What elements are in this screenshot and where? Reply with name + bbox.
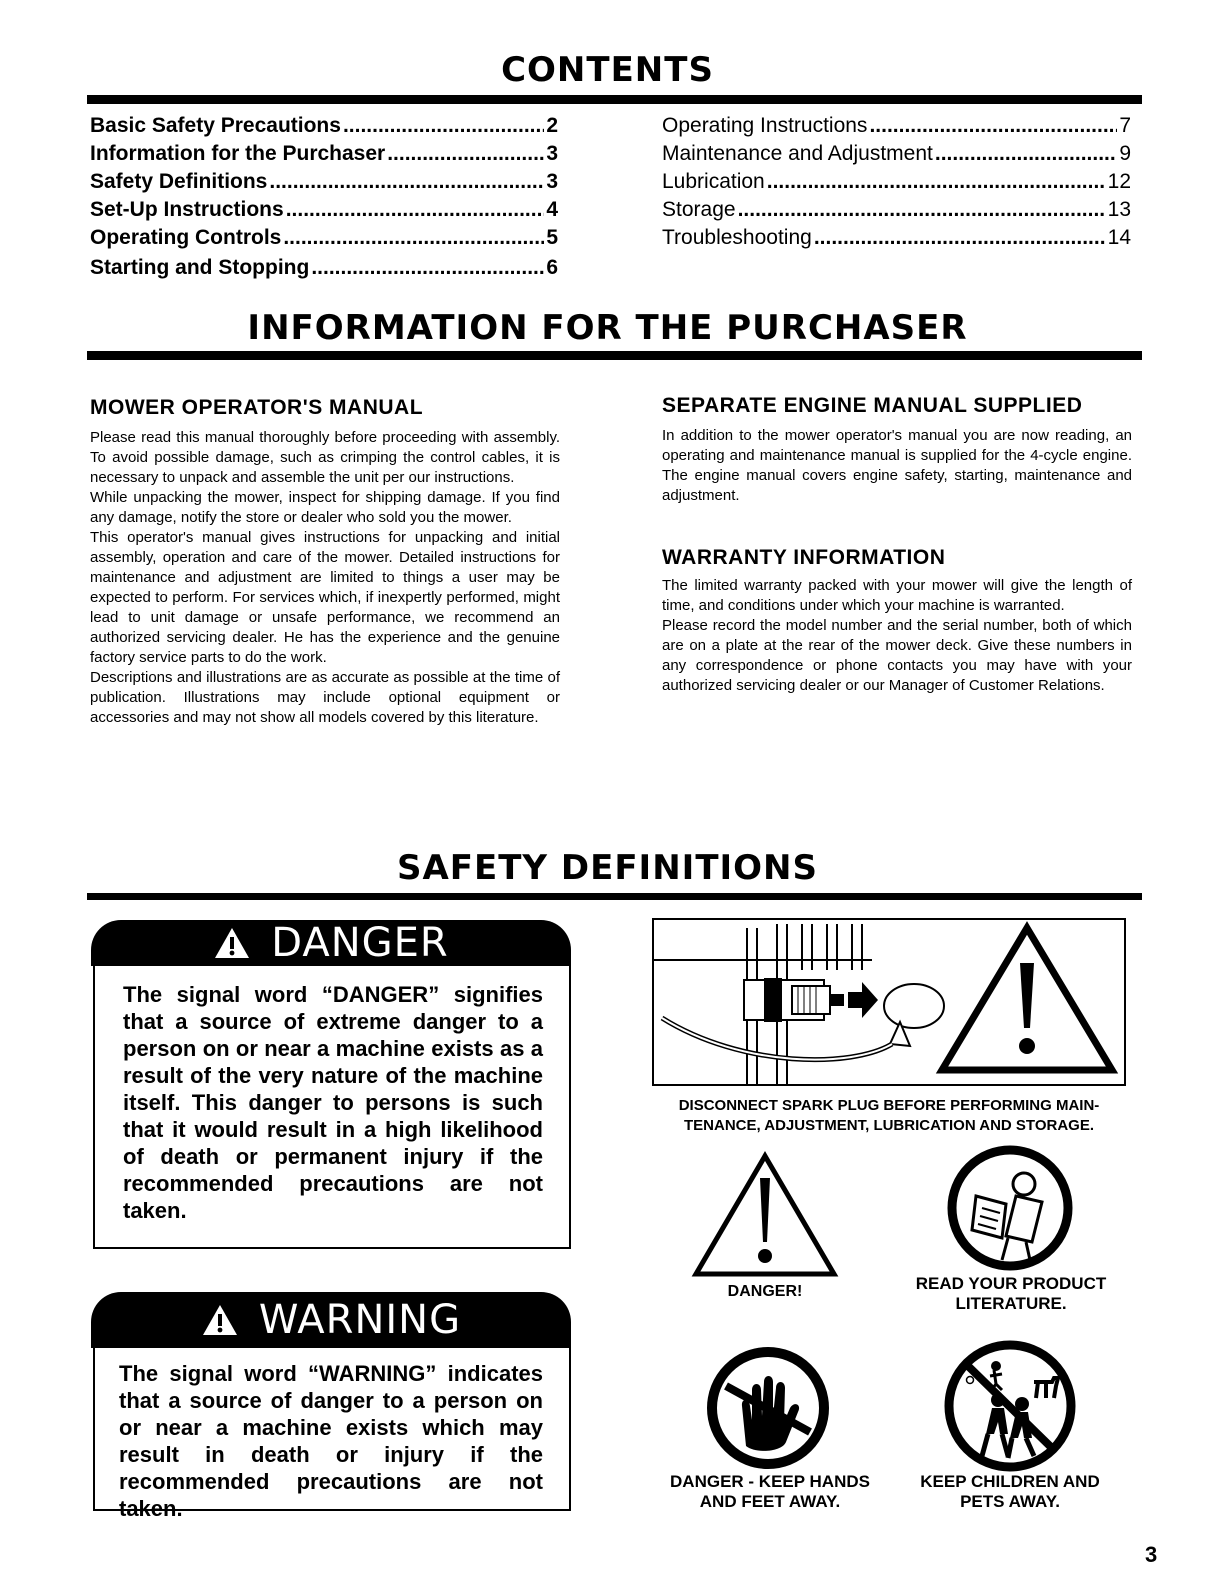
contents-leader-dots	[343, 114, 544, 138]
warranty-body	[662, 576, 1132, 696]
contents-entry[interactable]	[662, 142, 1131, 166]
contents-entry-page: 3	[546, 142, 558, 165]
contents-entry-page: 2	[546, 114, 558, 137]
warranty-paragraph: Please record the model number and the serial number, both of which are on a plate at the rear of the mower deck. Give these numbers in any correspondence or phone contacts you may have with your authorized servicing dealer or our Manager of Customer Relations.	[662, 617, 1132, 694]
danger-header	[91, 920, 571, 966]
safety-rule	[87, 893, 1142, 900]
contents-entry-page: 5	[546, 226, 558, 249]
mower-manual-body	[90, 428, 560, 728]
contents-entry[interactable]	[662, 170, 1131, 194]
alert-triangle-icon	[201, 1303, 239, 1337]
keep-hands-away-icon	[706, 1346, 830, 1470]
purchaser-rule	[87, 351, 1142, 360]
contents-entry-label: Operating Instructions	[662, 114, 868, 137]
contents-entry[interactable]	[90, 170, 558, 194]
purchaser-title: INFORMATION FOR THE PURCHASER	[247, 308, 968, 348]
contents-leader-dots	[869, 114, 1117, 138]
engine-manual-heading: SEPARATE ENGINE MANUAL SUPPLIED	[662, 394, 1083, 417]
warning-triangle-icon	[690, 1150, 840, 1280]
warranty-heading: WARRANTY INFORMATION	[662, 546, 946, 569]
page-number: 3	[1145, 1542, 1158, 1567]
contents-entry-page: 6	[546, 256, 558, 279]
contents-entry-page: 4	[546, 198, 558, 221]
contents-entry-page: 9	[1119, 142, 1131, 165]
keep-hands-caption: DANGER - KEEP HANDS AND FEET AWAY.	[670, 1472, 870, 1511]
safety-title: SAFETY DEFINITIONS	[396, 848, 819, 888]
keep-children-away-icon	[942, 1338, 1078, 1474]
contents-entry[interactable]	[662, 114, 1131, 138]
contents-entry-label: Operating Controls	[90, 226, 282, 249]
contents-entry[interactable]	[662, 198, 1131, 222]
alert-triangle-icon	[213, 926, 251, 960]
contents-entry[interactable]	[90, 226, 558, 250]
contents-entry-label: Storage	[662, 198, 736, 221]
warning-text: The signal word “WARNING” indicates that a source of danger to a person on or near a machine exists which may result in death or injury if the recommended precautions are not taken.	[119, 1361, 543, 1521]
mower-manual-paragraph: This operator's manual gives instructions for unpacking and initial assembly, operation and care of the mower. Detailed instructions for maintenance and adjustment are limited to things a user may be expected to perform. For services which, if inexpertly performed, might lead to unit damage or unsafe performance, we recommend an authorized servicing dealer. He has the experience and the genuine factory service parts to do the work.	[90, 529, 560, 666]
contents-entry[interactable]	[90, 198, 558, 222]
contents-entry-page: 12	[1107, 170, 1131, 193]
contents-entry-label: Safety Definitions	[90, 170, 268, 193]
mower-manual-paragraph: Please read this manual thoroughly before proceeding with assembly. To avoid possible damage, such as crimping the control cables, it is necessary to unpack and assemble the unit per our instructions.	[90, 429, 560, 486]
contents-rule	[87, 95, 1142, 104]
spark-plug-icon	[652, 918, 1126, 1086]
contents-entry-page: 3	[546, 170, 558, 193]
contents-entry-label: Set-Up Instructions	[90, 198, 284, 221]
contents-entry-page: 14	[1107, 226, 1131, 249]
contents-entry-label: Troubleshooting	[662, 226, 812, 249]
contents-leader-dots	[311, 256, 544, 280]
mower-manual-paragraph: While unpacking the mower, inspect for shipping damage. If you find any damage, notify the store or dealer who sold you the mower.	[90, 489, 560, 526]
engine-manual-body: In addition to the mower operator's manual you are now reading, an operating and maintenance manual is supplied for the 4-cycle engine. The engine manual covers engine safety, starting, maintenance and adjustment.	[662, 427, 1132, 504]
contents-leader-dots	[935, 142, 1117, 166]
warranty-paragraph: The limited warranty packed with your mower will give the length of time, and conditions under which your machine is warranted.	[662, 577, 1132, 614]
keep-children-caption: KEEP CHILDREN AND PETS AWAY.	[920, 1472, 1100, 1511]
mower-manual-heading: MOWER OPERATOR'S MANUAL	[90, 396, 424, 419]
contents-entry[interactable]	[90, 114, 558, 138]
contents-leader-dots	[286, 198, 545, 222]
contents-entry[interactable]	[90, 142, 558, 166]
spark-plug-caption: DISCONNECT SPARK PLUG BEFORE PERFORMING MAIN-TENANCE, ADJUSTMENT, LUBRICATION AND STORAGE.	[678, 1097, 1100, 1134]
danger-word: DANGER	[271, 920, 449, 966]
contents-title: CONTENTS	[501, 50, 714, 90]
contents-entry[interactable]	[90, 256, 558, 280]
warning-word: WARNING	[258, 1297, 462, 1343]
contents-leader-dots	[814, 226, 1106, 250]
mower-manual-paragraph: Descriptions and illustrations are as accurate as possible at the time of publication. Illustrations may include optional equipment or accessories and may not show all models covered by this literature.	[90, 669, 560, 726]
contents-leader-dots	[269, 170, 544, 194]
contents-leader-dots	[283, 226, 544, 250]
read-manual-icon	[946, 1144, 1074, 1272]
contents-entry-label: Lubrication	[662, 170, 765, 193]
warning-header	[91, 1292, 571, 1348]
danger-text: The signal word “DANGER” signifies that a source of extreme danger to a person on or near a machine exists as a result of the very nature of the machine itself. This danger to persons is such that it would result in a high likelihood of death or permanent injury if the recommended precautions are not taken.	[123, 982, 543, 1223]
danger-caption: DANGER!	[727, 1283, 803, 1300]
contents-leader-dots	[387, 142, 544, 166]
contents-entry-label: Information for the Purchaser	[90, 142, 386, 165]
contents-leader-dots	[738, 198, 1106, 222]
contents-entry-page: 13	[1107, 198, 1131, 221]
contents-entry-label: Maintenance and Adjustment	[662, 142, 933, 165]
read-literature-caption: READ YOUR PRODUCT LITERATURE.	[915, 1274, 1107, 1313]
contents-entry[interactable]	[662, 226, 1131, 250]
contents-entry-label: Basic Safety Precautions	[90, 114, 341, 137]
contents-entry-page: 7	[1119, 114, 1131, 137]
contents-entry-label: Starting and Stopping	[90, 256, 310, 279]
contents-leader-dots	[767, 170, 1106, 194]
